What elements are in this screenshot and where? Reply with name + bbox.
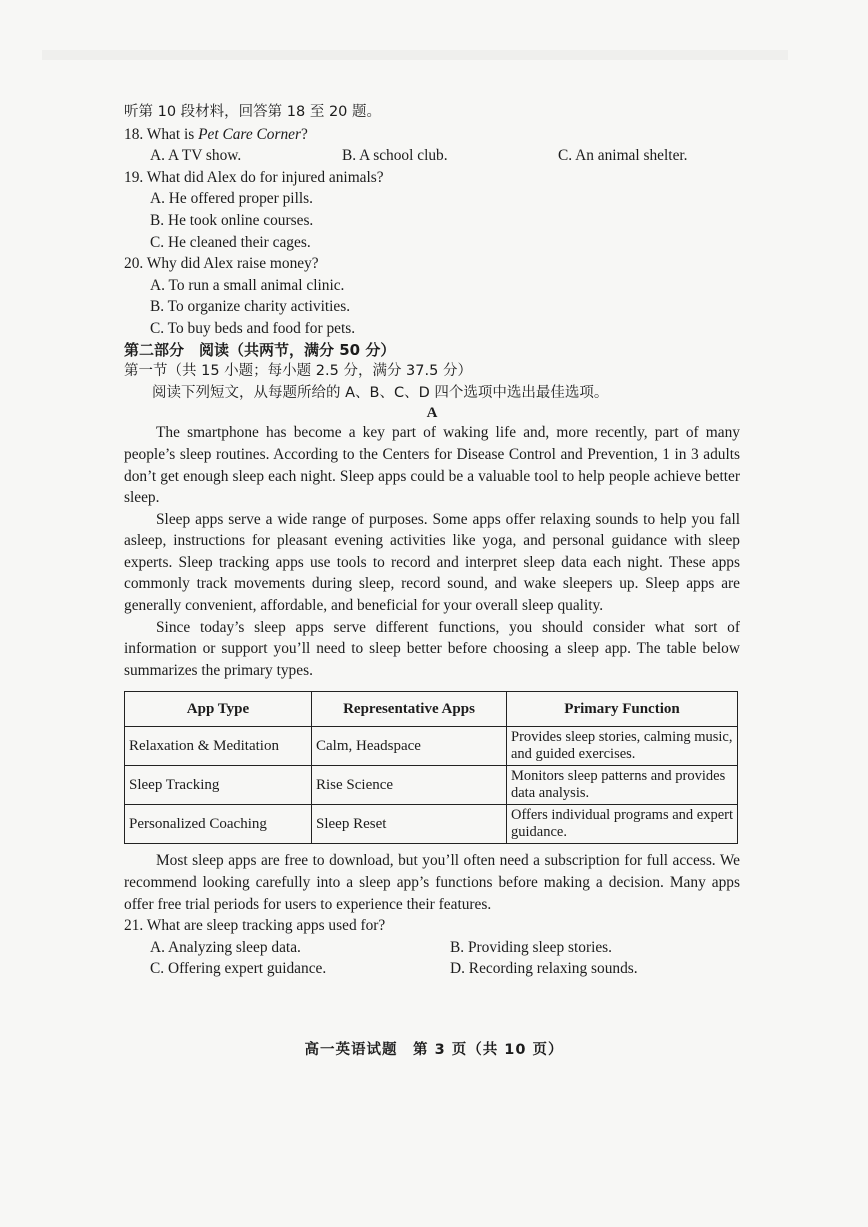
option-a[interactable]: A. He offered proper pills. xyxy=(150,190,313,208)
part2-subtitle: 第一节（共 15 小题；每小题 2.5 分，满分 37.5 分） xyxy=(124,363,472,380)
cell-app-type: Relaxation & Meditation xyxy=(125,727,312,766)
question-18 xyxy=(124,124,740,167)
stem-suffix: ? xyxy=(301,125,308,143)
header-app-type: App Type xyxy=(125,692,312,727)
question-20 xyxy=(124,253,740,339)
option-b[interactable]: B. He took online courses. xyxy=(150,211,314,229)
option-b[interactable]: B. Providing sleep stories. xyxy=(450,938,613,956)
option-a[interactable]: A. To run a small animal clinic. xyxy=(150,276,345,294)
question-21 xyxy=(124,915,740,980)
option-c[interactable]: C. An animal shelter. xyxy=(558,147,688,165)
question-stem: 21. What are sleep tracking apps used for? xyxy=(124,917,386,935)
option-c[interactable]: C. To buy beds and food for pets. xyxy=(150,319,356,337)
cell-representative-apps: Sleep Reset xyxy=(312,805,507,844)
page-footer: 高一英语试题 第 3 页（共 10 页） xyxy=(304,1042,564,1058)
passage-paragraph-3: Since today’s sleep apps serve different functions, you should consider what sort of information or support you’ll need to sleep better before choosing a sleep app. The table below summarizes the primary types. xyxy=(124,618,740,679)
option-b[interactable]: B. A school club. xyxy=(342,147,448,165)
option-c[interactable]: C. Offering expert guidance. xyxy=(150,960,327,978)
option-a[interactable]: A. A TV show. xyxy=(150,147,242,165)
question-stem: 19. What did Alex do for injured animals? xyxy=(124,168,384,186)
stem-prefix: 18. What is xyxy=(124,125,199,143)
cell-app-type: Sleep Tracking xyxy=(125,766,312,805)
cell-primary-function: Offers individual programs and expert guidance. xyxy=(507,805,738,844)
passage-paragraph-4: Most sleep apps are free to download, but you’ll often need a subscription for full access. We recommend looking carefully into a sleep app’s functions before making a decision. Many apps offer free trial periods for users to experience their features. xyxy=(124,852,740,913)
options-row xyxy=(124,145,740,167)
question-stem xyxy=(124,124,740,146)
option-a[interactable]: A. Analyzing sleep data. xyxy=(150,938,301,956)
part2-instruction: 阅读下列短文，从每题所给的 A、B、C、D 四个选项中选出最佳选项。 xyxy=(152,384,609,401)
cell-representative-apps: Rise Science xyxy=(312,766,507,805)
passage-paragraph-2: Sleep apps serve a wide range of purposes. Some apps offer relaxing sounds to help you fall asleep, instructions for pleasant evening activities like yoga, and personal guidance with sleep experts. Sleep tracking apps use tools to record and interpret sleep data each night. These apps commonly track movements during sleep, record sound, and wake sleepers up. Sleep apps are generally convenient, affordable, and beneficial for your overall sleep quality. xyxy=(124,510,740,615)
cell-representative-apps: Calm, Headspace xyxy=(312,727,507,766)
part2-title: 第二部分 阅读（共两节，满分 50 分） xyxy=(124,340,396,359)
option-b[interactable]: B. To organize charity activities. xyxy=(150,298,351,316)
question-19 xyxy=(124,167,740,253)
table-header-row xyxy=(125,692,738,727)
option-c[interactable]: C. He cleaned their cages. xyxy=(150,233,311,251)
cell-primary-function: Provides sleep stories, calming music, and guided exercises. xyxy=(507,727,738,766)
header-primary-function: Primary Function xyxy=(507,692,738,727)
table-row xyxy=(125,727,738,766)
passage-letter: A xyxy=(426,405,438,422)
passage-paragraph-1: The smartphone has become a key part of waking life and, more recently, part of many people’s sleep routines. According to the Centers for Disease Control and Prevention, 1 in 3 adults don’t get enough sleep each night. Sleep apps could be a valuable tool to help people achieve better sleep. xyxy=(124,424,740,507)
option-d[interactable]: D. Recording relaxing sounds. xyxy=(450,960,638,978)
cell-primary-function: Monitors sleep patterns and provides data analysis. xyxy=(507,766,738,805)
cell-app-type: Personalized Coaching xyxy=(125,805,312,844)
header-representative-apps: Representative Apps xyxy=(312,692,507,727)
question-stem: 20. Why did Alex raise money? xyxy=(124,255,319,273)
table-row xyxy=(125,805,738,844)
options-row xyxy=(124,958,740,980)
stem-title: Pet Care Corner xyxy=(198,125,301,143)
options-row xyxy=(124,937,740,959)
listening-instruction: 听第 10 段材料，回答第 18 至 20 题。 xyxy=(124,104,382,120)
table-row xyxy=(125,766,738,805)
app-types-table xyxy=(124,691,738,844)
